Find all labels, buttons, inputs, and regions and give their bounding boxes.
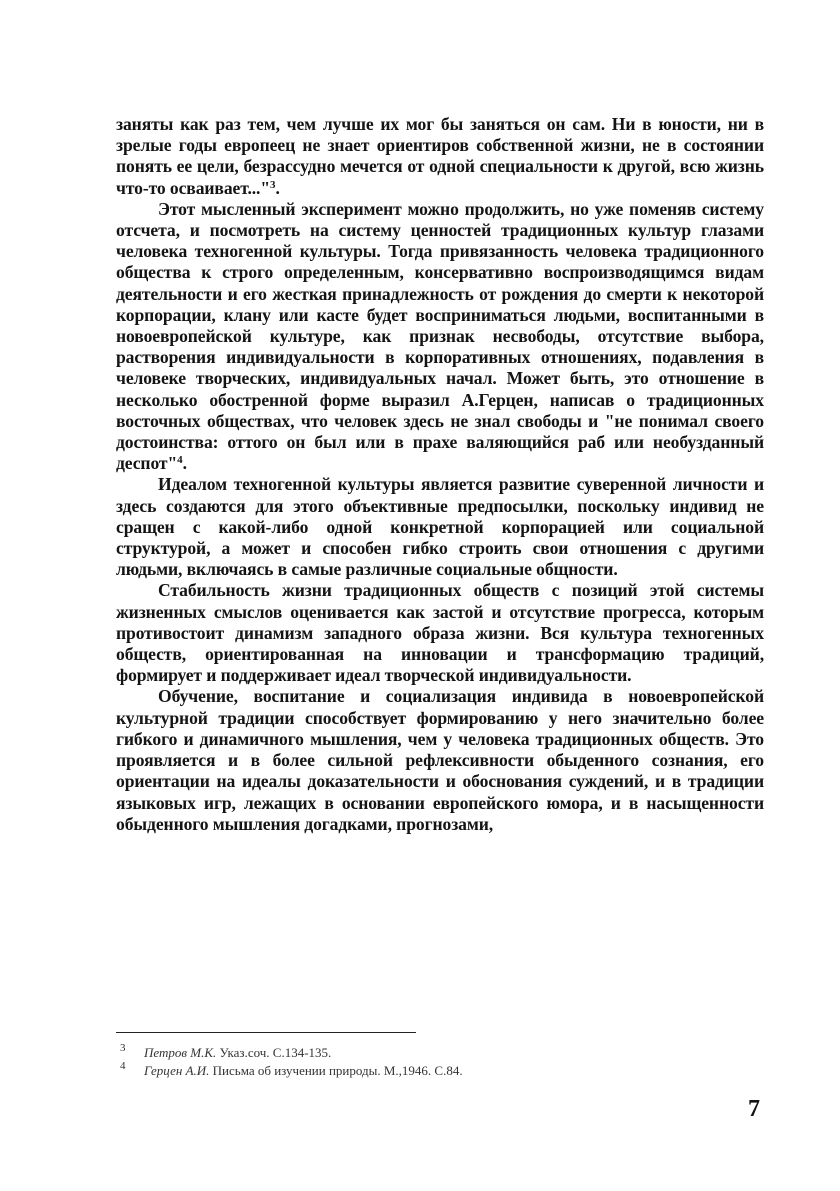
- paragraph-4: Стабильность жизни традиционных обществ с позиций этой системы жизненных смыслов оценивается как застой и отсутствие прогресса, которым противостоит динамизм западного образа жизни. Вся культура техногенных обществ, ориентированная на инновации и трансформацию традиций, формирует и поддерживает идеал творческой индивидуальности.: [116, 580, 764, 686]
- footnote-number: 3: [120, 1042, 126, 1054]
- footnote-author: Герцен А.И.: [144, 1063, 210, 1078]
- footnote-text: Письма об изучении природы. М.,1946. С.84.: [209, 1063, 463, 1078]
- footnotes: [116, 1044, 764, 1080]
- footnote-author: Петров М.К.: [144, 1045, 217, 1060]
- paragraph-3: Идеалом техногенной культуры является развитие суверенной личности и здесь создаются для этого объективные предпосылки, поскольку индивид не сращен с какой-либо одной конкретной корпорацией или социальной структурой, а может и способен гибко строить свои отношения с другими людьми, включаясь в самые различные социальные общности.: [116, 474, 764, 580]
- footnote-ref-4: 4: [177, 454, 183, 467]
- page-number: 7: [748, 1096, 760, 1122]
- paragraph-1: заняты как раз тем, чем лучше их мог бы заняться он сам. Ни в юности, ни в зрелые годы европеец не знает ориентиров собственной жизни, не в состоянии понять ее цели, безрассудно мечется от одной специальности к другой, всю жизнь что-то осваивает..."$^3$.: [116, 114, 764, 198]
- paragraph-2: Этот мысленный эксперимент можно продолжить, но уже поменяв систему отсчета, и посмотреть на систему ценностей традиционных культур глазами человека техногенной культуры. Тогда привязанность человека традиционного общества к строго определенным, консервативно воспроизводящимся видам деятельности и его жесткая принадлежность от рождения до смерти к некоторой корпорации, клану или касте будет восприниматься людьми, воспитанными в новоевропейской культуре, как признак несвободы, отсутствие выбора, растворения индивидуальности в корпоративных отношениях, подавления в человеке творческих, индивидуальных начал. Может быть, это отношение в несколько обостренной форме выразил А.Герцен, написав о традиционных восточных обществах, что человек здесь не знал свободы и "не понимал своего достоинства: оттого он был или в прахе валяющийся раб или необузданный деспот"$^4$.: [116, 198, 764, 474]
- main-text: [116, 114, 764, 835]
- footnote-separator: [116, 1032, 416, 1033]
- paragraph-5: Обучение, воспитание и социализация индивида в новоевропейской культурной традиции способствует формированию у него значительно более гибкого и динамичного мышления, чем у человека традиционных обществ. Это проявляется и в более сильной рефлексивности обыденного сознания, его ориентации на идеалы доказательности и обоснования суждений, и в традиции языковых игр, лежащих в основании европейского юмора, и в насыщенности обыденного мышления догадками, прогнозами,: [116, 686, 764, 834]
- footnote-number: 4: [120, 1060, 126, 1072]
- footnote-text: Указ.соч. С.134-135.: [216, 1045, 332, 1060]
- footnote-3: [116, 1044, 764, 1062]
- footnote-ref-3: 3: [270, 178, 276, 191]
- footnote-4: [116, 1062, 764, 1080]
